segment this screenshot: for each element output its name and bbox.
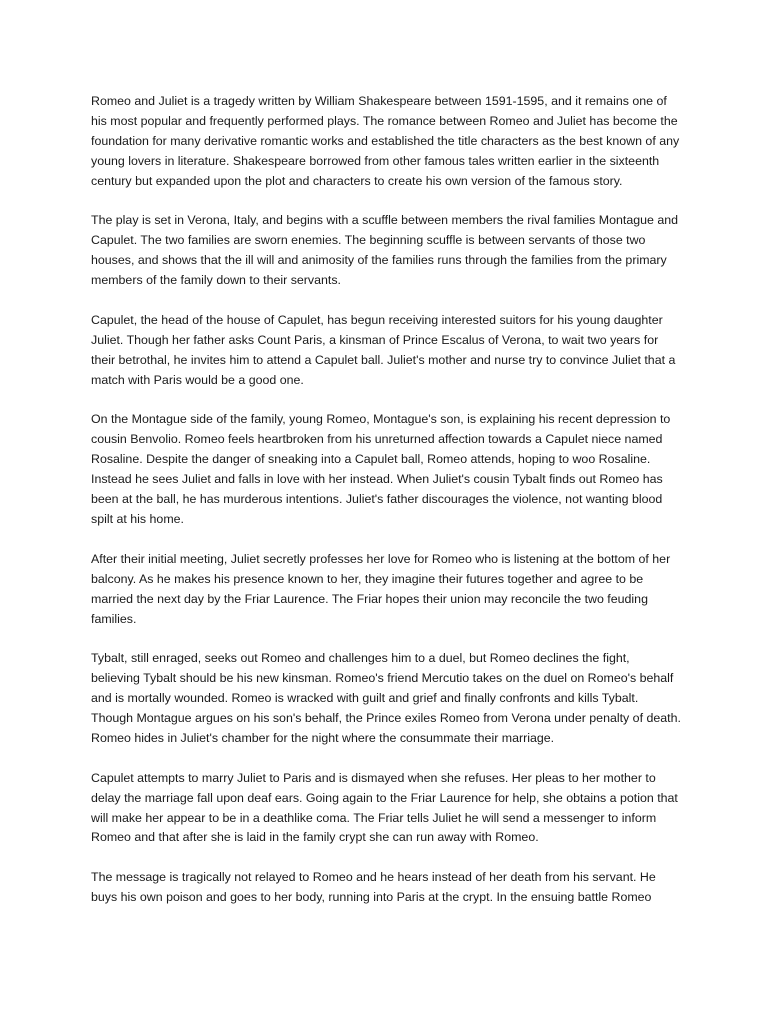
- paragraph-crypt: The message is tragically not relayed to Romeo and he hears instead of her death from his servant. He buys his own poison and goes to her body, running into Paris at the crypt. In the ensuing battle Romeo: [91, 870, 656, 905]
- paragraph-balcony: After their initial meeting, Juliet secretly professes her love for Romeo who is listening at the bottom of her balcony. As he makes his presence known to her, they imagine their futures together and agree to be married the next day by the Friar Laurence. The Friar hopes their union may reconcile the two feuding families.: [91, 551, 671, 626]
- paragraph-duel: Tybalt, still enraged, seeks out Romeo and challenges him to a duel, but Romeo declines the fight, believing Tybalt should be his new kinsman. Romeo's friend Mercutio takes on the duel on Romeo's behalf and is mortally wounded. Romeo is wracked with guilt and grief and finally confronts and kills Tybalt. Though Montague argues on his son's behalf, the Prince exiles Romeo from Verona under penalty of death. Romeo hides in Juliet's chamber for the night where the consummate their marriage.: [91, 651, 681, 745]
- paragraph-montague: On the Montague side of the family, young Romeo, Montague's son, is explaining his recent depression to cousin Benvolio. Romeo feels heartbroken from his unreturned affection towards a Capulet niece named Rosaline. Despite the danger of sneaking into a Capulet ball, Romeo attends, hoping to woo Rosaline. Instead he sees Juliet and falls in love with her instead. When Juliet's cousin Tybalt finds out Romeo has been at the ball, he has murderous intentions. Juliet's father discourages the violence, not wanting blood spilt at his home.: [91, 412, 671, 526]
- document-body: [91, 92, 681, 928]
- paragraph-intro: Romeo and Juliet is a tragedy written by William Shakespeare between 1591-1595, and it remains one of his most popular and frequently performed plays. The romance between Romeo and Juliet has become the foundation for many derivative romantic works and established the title characters as the best known of any young lovers in literature. Shakespeare borrowed from other famous tales written earlier in the sixteenth century but expanded upon the plot and characters to create his own version of the famous story.: [91, 94, 680, 188]
- paragraph-setting: The play is set in Verona, Italy, and begins with a scuffle between members the rival families Montague and Capulet. The two families are sworn enemies. The beginning scuffle is between servants of those two houses, and shows that the ill will and animosity of the families runs through the families from the primary members of the family down to their servants.: [91, 213, 679, 288]
- paragraph-capulet: Capulet, the head of the house of Capulet, has begun receiving interested suitors for his young daughter Juliet. Though her father asks Count Paris, a kinsman of Prince Escalus of Verona, to wait two years for their betrothal, he invites him to attend a Capulet ball. Juliet's mother and nurse try to convince Juliet that a match with Paris would be a good one.: [91, 312, 676, 387]
- paragraph-potion: Capulet attempts to marry Juliet to Paris and is dismayed when she refuses. Her pleas to her mother to delay the marriage fall upon deaf ears. Going again to the Friar Laurence for help, she obtains a potion that will make her appear to be in a deathlike coma. The Friar tells Juliet he will send a messenger to inform Romeo and that after she is laid in the family crypt she can run away with Romeo.: [91, 770, 678, 845]
